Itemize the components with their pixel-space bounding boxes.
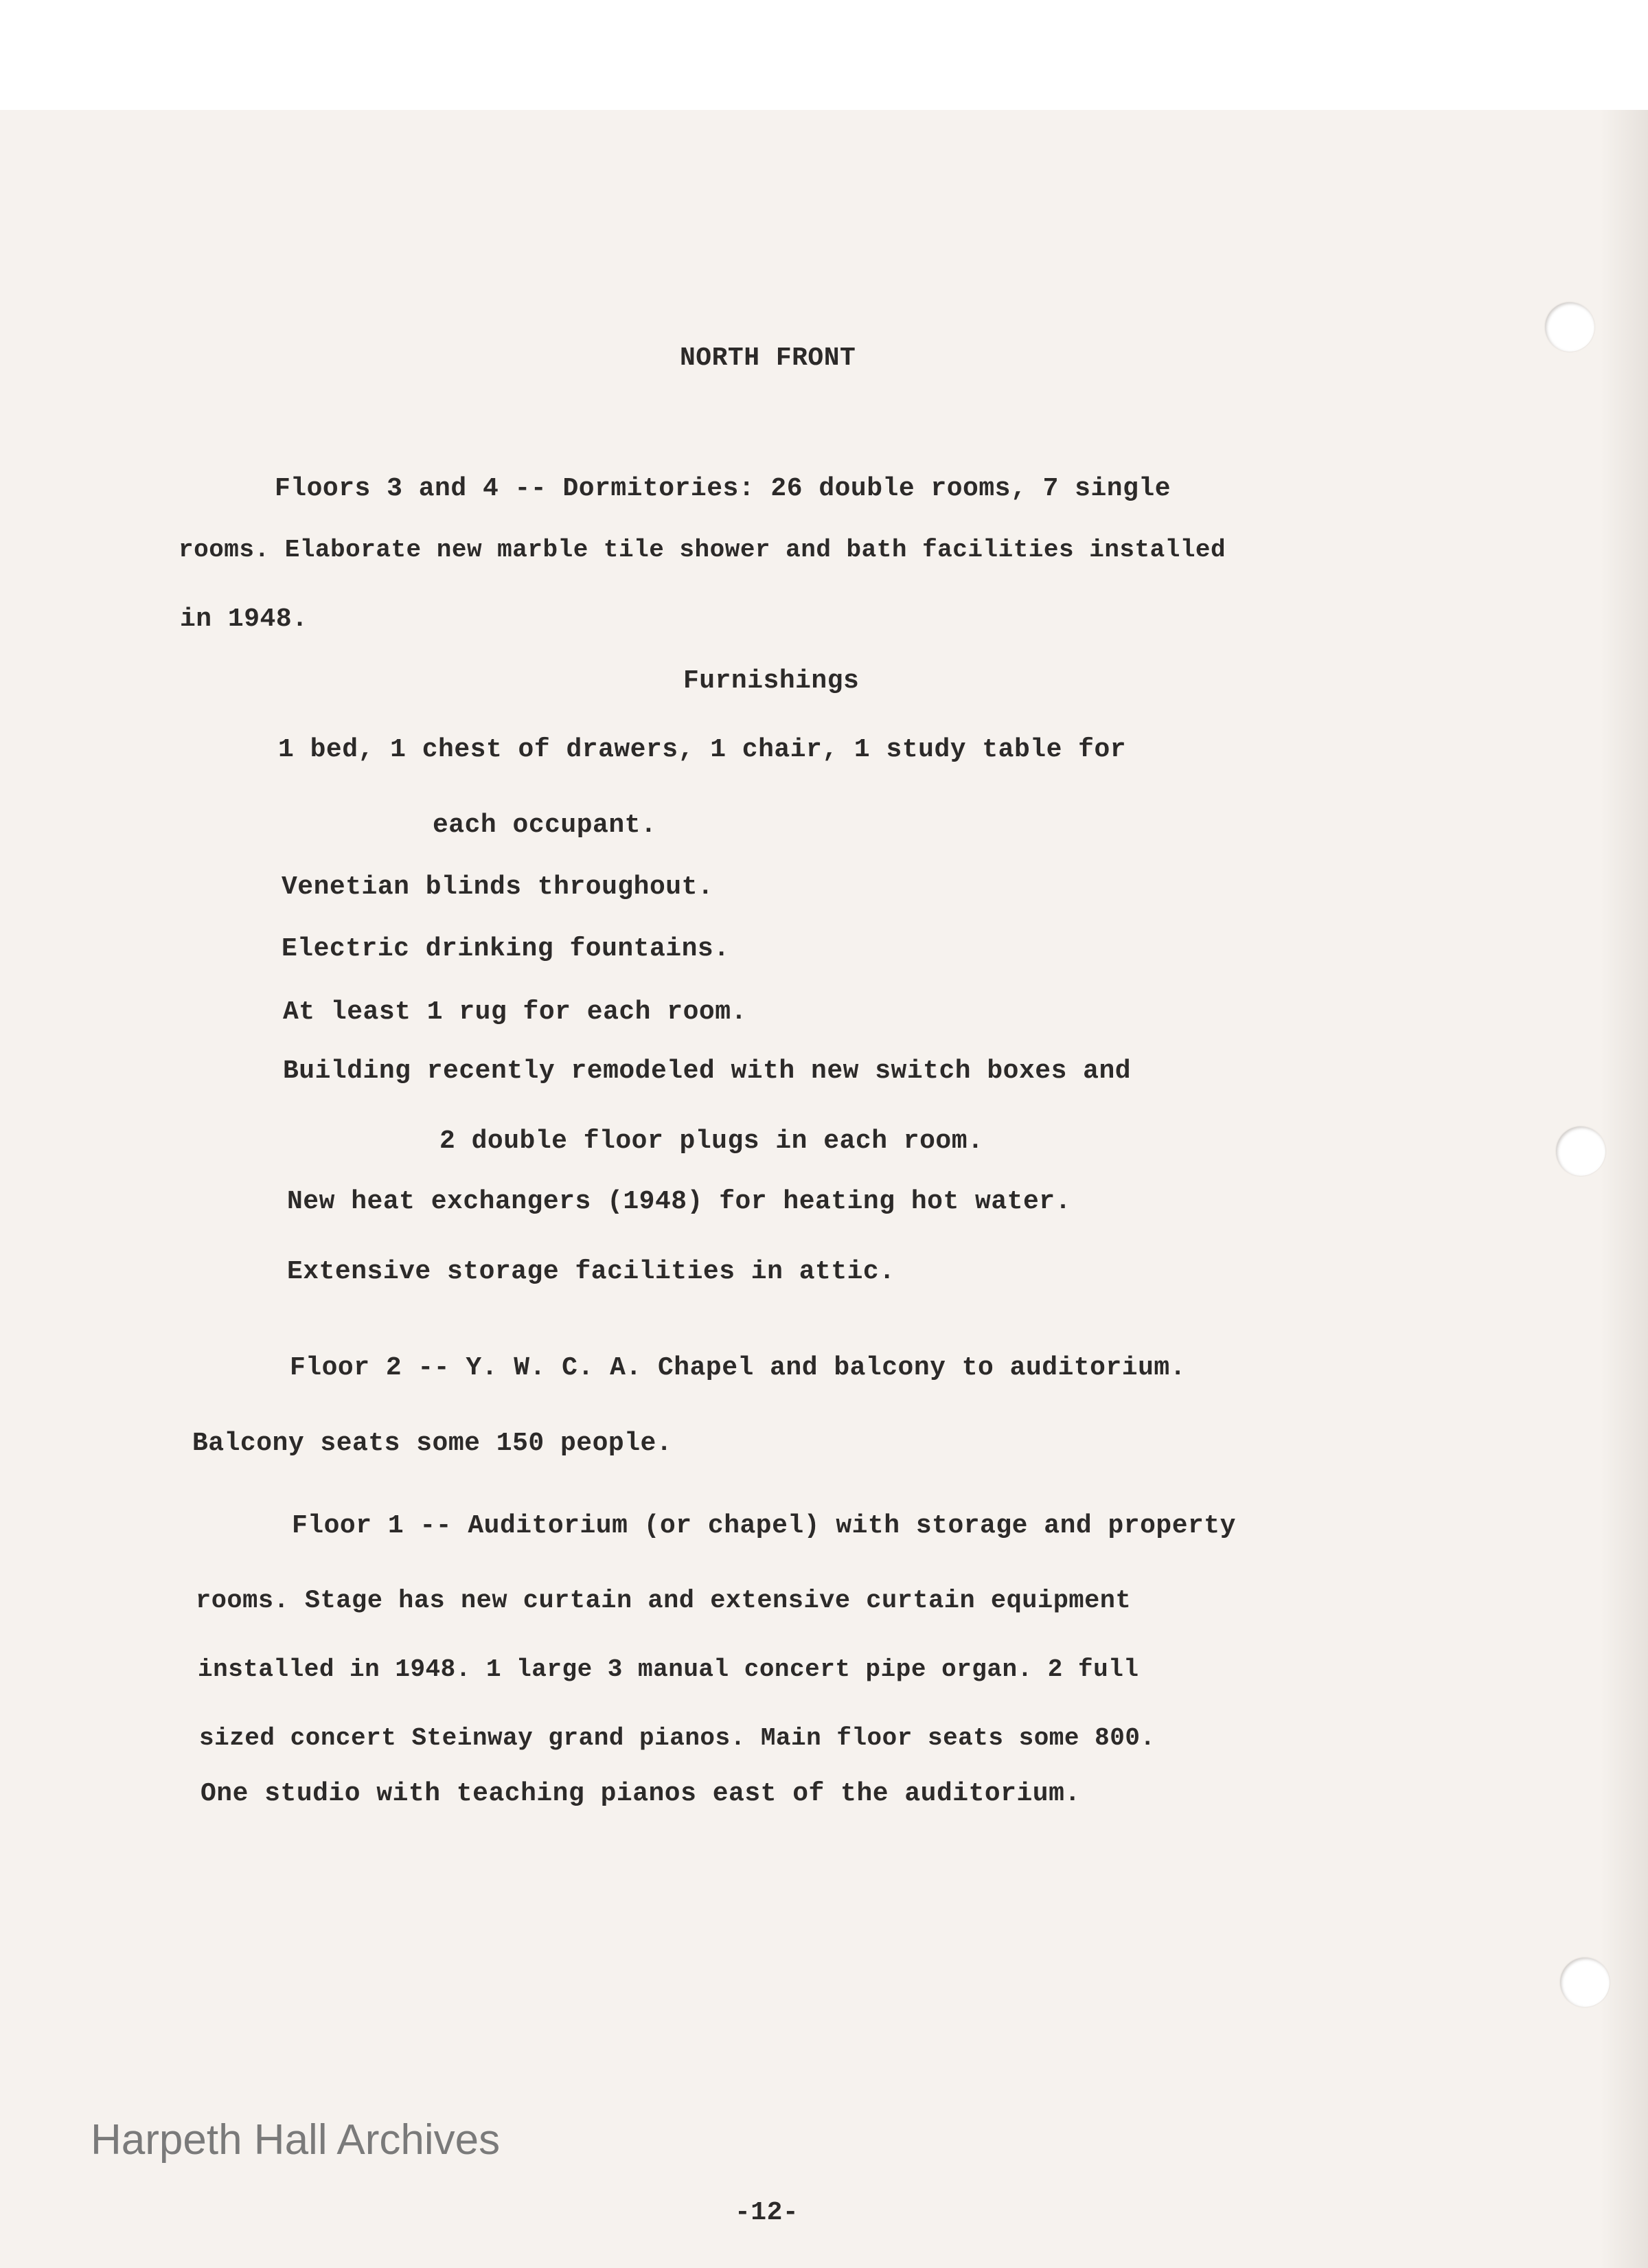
floors-3-4-line-2: rooms. Elaborate new marble tile shower and bath facilities installed: [179, 536, 1226, 564]
furnishings-line-9: Extensive storage facilities in attic.: [287, 1257, 895, 1286]
floor-2-line-1: Floor 2 -- Y. W. C. A. Chapel and balcony to auditorium.: [290, 1353, 1187, 1383]
floors-3-4-line-3: in 1948.: [180, 604, 308, 634]
floor-1-line-5: One studio with teaching pianos east of the auditorium.: [201, 1779, 1081, 1808]
binder-hole-top: [1545, 302, 1594, 352]
furnishings-line-7: 2 double floor plugs in each room.: [439, 1126, 984, 1156]
furnishings-heading: Furnishings: [683, 666, 860, 696]
furnishings-line-6: Building recently remodeled with new switch boxes and: [283, 1056, 1132, 1086]
archive-watermark: Harpeth Hall Archives: [91, 2116, 501, 2164]
furnishings-line-5: At least 1 rug for each room.: [283, 997, 747, 1027]
page-edge-shadow: [1600, 110, 1648, 2268]
furnishings-line-1: 1 bed, 1 chest of drawers, 1 chair, 1 study table for: [278, 735, 1127, 764]
document-page: [0, 110, 1648, 2268]
page-title: NORTH FRONT: [680, 343, 856, 373]
page-number: -12-: [735, 2198, 799, 2227]
binder-hole-bottom: [1560, 1958, 1610, 2007]
floor-1-line-1: Floor 1 -- Auditorium (or chapel) with storage and property: [292, 1511, 1236, 1541]
furnishings-line-8: New heat exchangers (1948) for heating hot water.: [287, 1187, 1071, 1216]
floors-3-4-line-1: Floors 3 and 4 -- Dormitories: 26 double rooms, 7 single: [275, 474, 1171, 503]
floor-1-line-2: rooms. Stage has new curtain and extensive curtain equipment: [196, 1587, 1132, 1615]
floor-1-line-3: installed in 1948. 1 large 3 manual concert pipe organ. 2 full: [198, 1655, 1139, 1683]
binder-hole-middle: [1556, 1126, 1605, 1176]
floor-1-line-4: sized concert Steinway grand pianos. Main floor seats some 800.: [199, 1724, 1156, 1752]
furnishings-line-4: Electric drinking fountains.: [282, 934, 730, 964]
furnishings-line-2: each occupant.: [433, 810, 657, 840]
floor-2-line-2: Balcony seats some 150 people.: [192, 1429, 673, 1458]
furnishings-line-3: Venetian blinds throughout.: [282, 872, 714, 902]
